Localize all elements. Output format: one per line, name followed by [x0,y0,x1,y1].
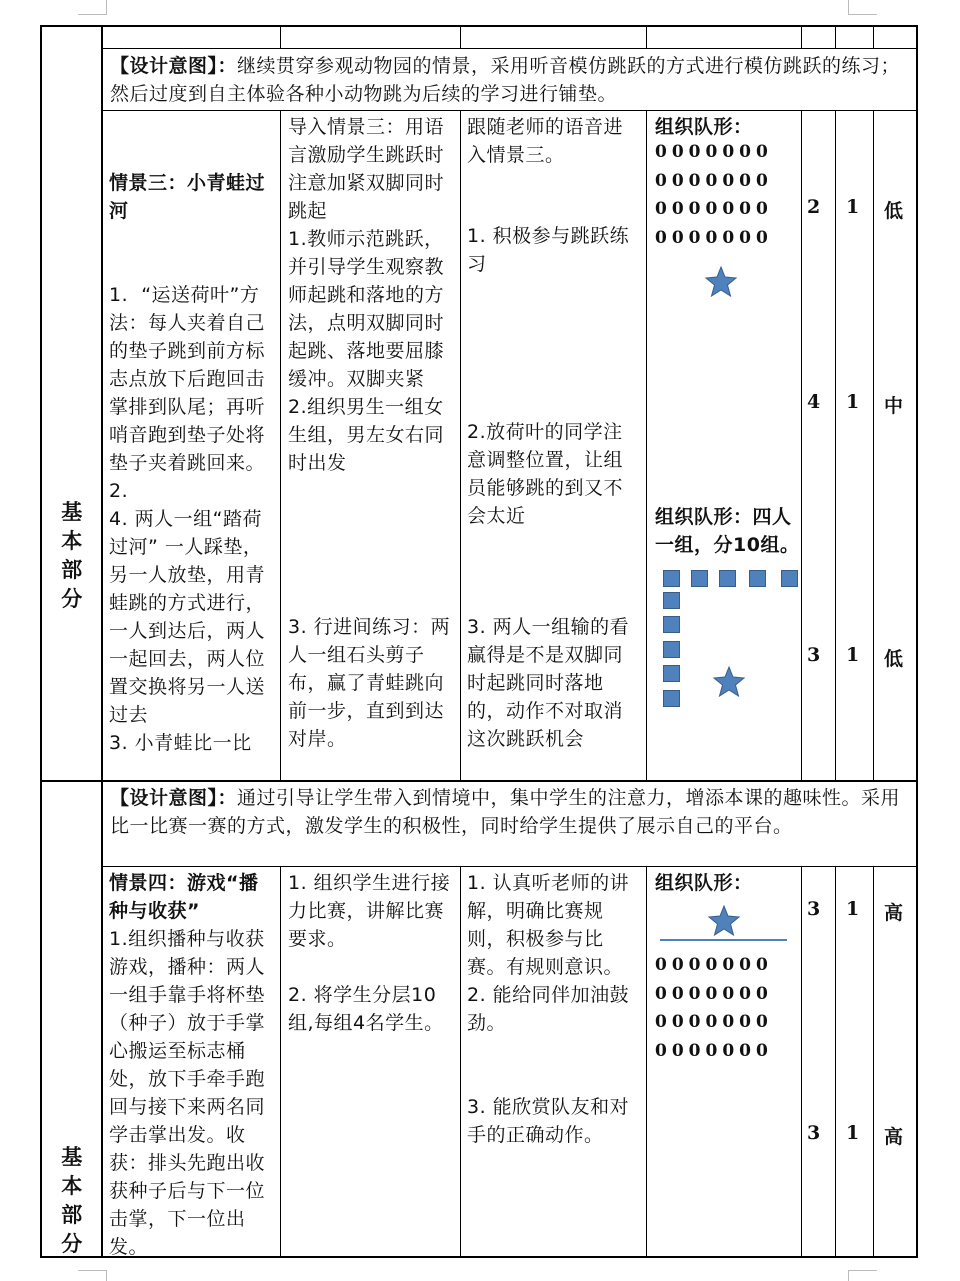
scene4-formation-rows [655,951,773,1065]
scene4-student-b: 3. 能欣赏队友和对手的正确动作。 [467,1096,630,1146]
section-label-basic-1: 基本部分 [61,500,83,611]
formation-row: 0000000 [655,1012,773,1032]
scene3-minutes-2: 1 [846,391,860,413]
design-intent-text: 继续贯穿参观动物园的情景，采用听音模仿跳跃的方式进行模仿跳跃的练习；然后过度到自主体验各种小动物跳为后续的学习进行铺垫。 [110,55,901,105]
scene4-title: 情景四：游戏“播种与收获” [109,872,259,922]
design-intent-text: 通过引导让学生带入到情境中，集中学生的注意力，增添本课的趣味性。采用比一比赛一赛的方式，激发学生的积极性，同时给学生提供了展示自己的平台。 [110,787,901,837]
scene3-student-b: 1. 积极参与跳跃练习 [467,225,630,275]
scene3-text: 1. “运送荷叶”方法：每人夹着自己的垫子跳到前方标志点放下后跑回击掌排到队尾；再听哨音跑到垫子处将垫子夹着跳回来。 2. 4. 两人一组“踏荷过河” 一人踩垫，另一人放垫，用青蛙跳的方式进行，一人到达后，两人一起回去，两人位置交换将另一人送过去 3. 小青蛙比一比 [109,284,266,754]
scene3-student-d: 3. 两人一组输的看赢得是不是双脚同时起跳同时落地的，动作不对取消这次跳跃机会 [467,616,630,750]
scene3-intensity-2: 中 [884,395,904,417]
scene4-intensity-2: 高 [884,1126,904,1148]
scene3-formation-label: 组织队形： [655,116,753,138]
scene4-student-a: 1. 认真听老师的讲解，明确比赛规则，积极参与比赛。有规则意识。 2. 能给同伴加油鼓劲。 [467,872,630,1034]
scene3-minutes-1: 1 [846,196,860,218]
crop-mark-tl [78,0,107,15]
formation-row: 0000000 [655,1040,773,1061]
scene4-text: 1.组织播种与收获游戏，播种：两人一组手靠手将杯垫（种子）放于手掌心搬运至标志桶处，放下手牵手跑回与接下来两名同学击掌出发。收获：排头先跑出收获种子后与下一位击掌，下一位出发。 [109,928,266,1258]
scene3-teacher-a: 导入情景三：用语言激励学生跳跃时注意加紧双脚同时跳起 1.教师示范跳跃，并引导学生观察教师起跳和落地的方法，点明双脚同时起跳、落地要屈膝缓冲。双脚夹紧 2.组织男生一组女生组，男左女右同时出发 [288,116,445,474]
teacher-star-icon [707,905,741,937]
scene4-times-2: 3 [807,1122,821,1144]
scene4-times-1: 3 [807,898,821,920]
scene4-content [109,869,275,1261]
formation-row: 0000000 [655,142,773,162]
crop-mark-bl [78,1270,107,1281]
design-intent-2 [110,784,910,840]
scene4-minutes-2: 1 [846,1122,860,1144]
design-intent-1 [110,52,910,108]
crop-mark-br [848,1270,877,1281]
formation-row: 0000000 [655,983,773,1004]
formation-row: 0000000 [655,170,773,191]
scene3-times-1: 2 [807,196,821,218]
formation-row: 0000000 [655,199,773,219]
scene3-student-a: 跟随老师的语音进入情景三。 [467,116,624,166]
crop-mark-tr [848,0,877,15]
teacher-star-icon [712,666,746,698]
section-label-basic-2: 基本部分 [61,1145,83,1256]
scene3-teacher-b: 3. 行进间练习：两人一组石头剪子布，赢了青蛙跳向前一步，直到到达对岸。 [288,616,451,750]
scene4-formation-label: 组织队形： [655,872,753,894]
scene4-intensity-1: 高 [884,902,904,924]
scene4-minutes-1: 1 [846,898,860,920]
scene3-minutes-3: 1 [846,644,860,666]
teacher-star-icon [704,266,738,298]
scene3-formation-rows [655,138,773,252]
scene4-teacher: 1. 组织学生进行接力比赛，讲解比赛要求。 2. 将学生分层10组,每组4名学生。 [288,872,451,1034]
scene3-times-3: 3 [807,644,821,666]
scene3-content [109,113,275,785]
formation-row: 0000000 [655,955,773,975]
formation-row: 0000000 [655,227,773,248]
start-line [660,939,787,941]
scene3-student-c: 2.放荷叶的同学注意调整位置，让组员能够跳的到又不会太近 [467,421,624,527]
scene3-intensity-1: 低 [884,200,904,222]
scene3-formation2-label: 组织队形：四人一组，分10组。 [655,506,800,556]
scene3-title: 情景三：小青蛙过河 [109,172,266,222]
design-intent-label: 【设计意图】： [110,55,238,77]
scene3-intensity-3: 低 [884,648,904,670]
design-intent-label: 【设计意图】： [110,787,238,809]
scene3-times-2: 4 [807,391,821,413]
